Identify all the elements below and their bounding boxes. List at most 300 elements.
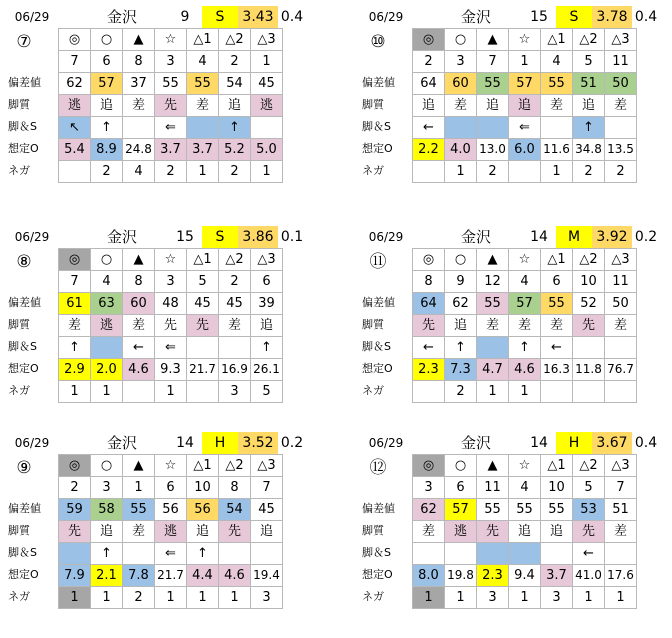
mark-cell: ▲ <box>477 455 509 477</box>
leg-s-cell: ↑ <box>59 337 91 359</box>
venue-name: 金沢 <box>106 434 137 452</box>
deviation-cell: 45 <box>251 73 283 95</box>
leg-s-cell <box>477 117 509 139</box>
running-style-cell: 追 <box>541 521 573 543</box>
expected-odds-cell: 3.7 <box>541 565 573 587</box>
running-style-cell: 差 <box>605 95 637 117</box>
horse-number-cell: 8 <box>219 477 251 499</box>
running-style-cell: 差 <box>219 315 251 337</box>
venue-name: 金沢 <box>106 228 137 246</box>
running-style-cell: 逃 <box>155 521 187 543</box>
horse-number-cell: 11 <box>477 477 509 499</box>
expected-odds-row <box>59 565 283 587</box>
row-label: ネガ <box>8 590 30 603</box>
running-style-cell: 追 <box>477 95 509 117</box>
expected-odds-cell: 13.5 <box>605 139 637 161</box>
running-style-cell: 先 <box>155 315 187 337</box>
running-style-cell: 差 <box>541 315 573 337</box>
running-style-row <box>413 315 637 337</box>
mark-cell: ▲ <box>123 455 155 477</box>
score-value: 3.78 <box>592 6 632 28</box>
horse-number-cell: 11 <box>605 271 637 293</box>
mark-cell: △2 <box>573 249 605 271</box>
row-label: 脚＆S <box>8 546 37 559</box>
leg-s-cell: ⇐ <box>155 543 187 565</box>
extra-value: 0.4 <box>634 435 658 451</box>
deviation-cell: 55 <box>541 293 573 315</box>
negative-cell <box>123 381 155 403</box>
horse-number-cell: 7 <box>251 477 283 499</box>
running-style-row <box>413 521 637 543</box>
horse-number-cell: 4 <box>509 477 541 499</box>
negative-cell: 2 <box>219 161 251 183</box>
negative-cell: 1 <box>155 381 187 403</box>
row-label: 偏差値 <box>8 502 41 515</box>
horse-number-cell: 9 <box>445 271 477 293</box>
running-style-cell: 差 <box>413 521 445 543</box>
deviation-cell: 52 <box>573 293 605 315</box>
race-number-label: ⑧ <box>16 252 32 272</box>
negative-cell: 2 <box>91 161 123 183</box>
row-label: 偏差値 <box>362 502 395 515</box>
deviation-cell: 51 <box>573 73 605 95</box>
leg-s-cell <box>251 117 283 139</box>
running-style-cell: 追 <box>445 315 477 337</box>
race-number-label: ⑫ <box>369 458 387 478</box>
deviation-cell: 57 <box>91 73 123 95</box>
deviation-cell: 53 <box>573 499 605 521</box>
mark-cell: ◎ <box>59 29 91 51</box>
leg-s-cell <box>413 543 445 565</box>
horse-number-cell: 6 <box>251 271 283 293</box>
mark-cell: ☆ <box>155 249 187 271</box>
row-label: ネガ <box>362 164 384 177</box>
negative-cell <box>509 161 541 183</box>
race-number-label: ⑪ <box>369 252 387 272</box>
running-style-cell: 先 <box>477 521 509 543</box>
race-date: 06/29 <box>368 436 404 450</box>
mark-row <box>413 249 637 271</box>
grade-badge: S <box>202 226 238 248</box>
deviation-cell: 56 <box>187 499 219 521</box>
leg-s-cell <box>445 117 477 139</box>
mark-cell: △3 <box>605 29 637 51</box>
mark-cell: △2 <box>219 249 251 271</box>
expected-odds-cell: 8.9 <box>91 139 123 161</box>
race-count: 15 <box>530 9 548 25</box>
mark-cell: ◎ <box>59 249 91 271</box>
deviation-cell: 64 <box>413 73 445 95</box>
running-style-cell: 逃 <box>91 315 123 337</box>
negative-cell: 1 <box>541 161 573 183</box>
expected-odds-cell: 7.9 <box>59 565 91 587</box>
expected-odds-cell: 76.7 <box>605 359 637 381</box>
expected-odds-cell: 2.3 <box>413 359 445 381</box>
leg-s-cell: ↑ <box>445 337 477 359</box>
negative-cell: 1 <box>59 587 91 609</box>
negative-cell: 1 <box>187 161 219 183</box>
running-style-cell: 追 <box>91 95 123 117</box>
deviation-cell: 56 <box>155 499 187 521</box>
leg-s-cell <box>123 117 155 139</box>
leg-s-cell: ↖ <box>59 117 91 139</box>
horse-number-cell: 2 <box>59 477 91 499</box>
running-style-cell: 逃 <box>59 95 91 117</box>
negative-cell: 1 <box>59 381 91 403</box>
mark-cell: ○ <box>445 29 477 51</box>
race-date: 06/29 <box>14 230 50 244</box>
grade-badge: H <box>556 432 592 454</box>
horse-number-cell: 7 <box>605 477 637 499</box>
leg-s-cell <box>219 337 251 359</box>
deviation-cell: 50 <box>605 73 637 95</box>
deviation-cell: 48 <box>155 293 187 315</box>
row-label: 脚＆S <box>8 120 37 133</box>
negative-cell: 5 <box>251 381 283 403</box>
expected-odds-cell: 2.0 <box>91 359 123 381</box>
race-number-label: ⑦ <box>16 32 32 52</box>
deviation-cell: 55 <box>477 73 509 95</box>
mark-cell: ◎ <box>59 455 91 477</box>
negative-row <box>413 161 637 183</box>
leg-s-cell <box>477 543 509 565</box>
grade-badge: M <box>556 226 592 248</box>
horse-number-cell: 1 <box>251 51 283 73</box>
expected-odds-cell: 24.8 <box>123 139 155 161</box>
horse-number-cell: 6 <box>541 271 573 293</box>
horse-number-row <box>59 477 283 499</box>
deviation-cell: 62 <box>445 293 477 315</box>
deviation-cell: 55 <box>477 293 509 315</box>
leg-s-row <box>59 543 283 565</box>
deviation-row <box>413 293 637 315</box>
horse-number-row <box>59 271 283 293</box>
expected-odds-row <box>413 139 637 161</box>
horse-number-cell: 2 <box>219 51 251 73</box>
running-style-cell: 差 <box>187 95 219 117</box>
running-style-cell: 追 <box>413 95 445 117</box>
mark-cell: ○ <box>445 455 477 477</box>
running-style-cell: 逃 <box>251 95 283 117</box>
leg-s-cell <box>59 543 91 565</box>
running-style-row <box>59 315 283 337</box>
horse-number-cell: 12 <box>477 271 509 293</box>
negative-cell: 1 <box>509 381 541 403</box>
running-style-cell: 追 <box>187 521 219 543</box>
deviation-row <box>59 293 283 315</box>
venue-name: 金沢 <box>106 8 137 26</box>
race-date: 06/29 <box>14 436 50 450</box>
expected-odds-cell: 4.0 <box>445 139 477 161</box>
leg-s-cell <box>541 117 573 139</box>
leg-s-cell <box>251 543 283 565</box>
race-panel-race10 <box>360 2 660 197</box>
expected-odds-cell: 2.2 <box>413 139 445 161</box>
horse-number-cell: 5 <box>187 271 219 293</box>
deviation-cell: 57 <box>445 499 477 521</box>
mark-cell: ◎ <box>413 249 445 271</box>
score-value: 3.52 <box>238 432 278 454</box>
negative-cell <box>605 381 637 403</box>
race-panel-race8 <box>6 222 306 417</box>
row-label: 想定O <box>362 142 393 155</box>
expected-odds-cell: 4.7 <box>477 359 509 381</box>
mark-cell: ○ <box>91 249 123 271</box>
row-label: ネガ <box>362 384 384 397</box>
running-style-cell: 差 <box>477 315 509 337</box>
negative-cell: 3 <box>477 587 509 609</box>
horse-number-row <box>59 51 283 73</box>
running-style-cell: 追 <box>573 95 605 117</box>
deviation-cell: 51 <box>605 499 637 521</box>
negative-cell <box>413 161 445 183</box>
deviation-cell: 55 <box>509 499 541 521</box>
horse-number-cell: 1 <box>509 51 541 73</box>
running-style-cell: 先 <box>59 521 91 543</box>
leg-s-cell: ↑ <box>251 337 283 359</box>
row-label: 偏差値 <box>362 76 395 89</box>
expected-odds-row <box>413 565 637 587</box>
leg-s-cell: ⇐ <box>155 117 187 139</box>
mark-cell: △1 <box>541 249 573 271</box>
running-style-cell: 差 <box>509 315 541 337</box>
mark-cell: ○ <box>91 29 123 51</box>
negative-cell: 1 <box>413 587 445 609</box>
row-label: 想定O <box>8 362 39 375</box>
deviation-cell: 62 <box>59 73 91 95</box>
race-panel-race9 <box>6 428 306 623</box>
running-style-cell: 先 <box>413 315 445 337</box>
mark-cell: △1 <box>187 29 219 51</box>
expected-odds-cell: 26.1 <box>251 359 283 381</box>
mark-cell: ☆ <box>509 249 541 271</box>
deviation-row <box>413 499 637 521</box>
negative-cell: 1 <box>251 161 283 183</box>
horse-number-cell: 3 <box>413 477 445 499</box>
grade-badge: S <box>556 6 592 28</box>
leg-s-cell <box>605 337 637 359</box>
row-label: ネガ <box>8 164 30 177</box>
horse-number-cell: 3 <box>155 271 187 293</box>
deviation-cell: 45 <box>251 499 283 521</box>
horse-number-cell: 7 <box>477 51 509 73</box>
mark-row <box>59 249 283 271</box>
leg-s-cell <box>477 337 509 359</box>
leg-s-row <box>59 337 283 359</box>
mark-cell: △3 <box>605 455 637 477</box>
race-number-label: ⑨ <box>16 458 32 478</box>
deviation-row <box>59 499 283 521</box>
row-label: 想定O <box>8 142 39 155</box>
horse-table <box>412 454 637 609</box>
race-date: 06/29 <box>368 10 404 24</box>
horse-number-cell: 10 <box>187 477 219 499</box>
deviation-cell: 58 <box>91 499 123 521</box>
row-label: 想定O <box>362 362 393 375</box>
row-label: 脚質 <box>8 524 30 537</box>
leg-s-cell <box>573 337 605 359</box>
deviation-cell: 55 <box>155 73 187 95</box>
horse-table <box>58 454 283 609</box>
mark-cell: △2 <box>219 455 251 477</box>
mark-cell: ○ <box>445 249 477 271</box>
horse-number-cell: 3 <box>155 51 187 73</box>
mark-cell: △2 <box>573 455 605 477</box>
deviation-cell: 60 <box>123 293 155 315</box>
deviation-cell: 57 <box>509 293 541 315</box>
leg-s-cell <box>187 337 219 359</box>
race-number-label: ⑩ <box>370 32 386 52</box>
running-style-cell: 追 <box>219 95 251 117</box>
negative-cell: 1 <box>187 587 219 609</box>
leg-s-cell <box>123 543 155 565</box>
horse-table <box>58 28 283 183</box>
running-style-cell: 差 <box>541 95 573 117</box>
expected-odds-row <box>59 359 283 381</box>
row-label: 脚質 <box>362 318 384 331</box>
leg-s-cell <box>605 543 637 565</box>
deviation-cell: 50 <box>605 293 637 315</box>
horse-number-cell: 2 <box>219 271 251 293</box>
expected-odds-cell: 6.0 <box>509 139 541 161</box>
race-count: 14 <box>176 435 194 451</box>
expected-odds-cell: 21.7 <box>187 359 219 381</box>
deviation-cell: 37 <box>123 73 155 95</box>
negative-cell: 2 <box>123 587 155 609</box>
race-header <box>360 432 660 454</box>
row-label: ネガ <box>362 590 384 603</box>
leg-s-row <box>59 117 283 139</box>
race-count: 15 <box>176 229 194 245</box>
running-style-row <box>59 95 283 117</box>
mark-row <box>413 455 637 477</box>
deviation-cell: 62 <box>413 499 445 521</box>
expected-odds-cell: 4.6 <box>509 359 541 381</box>
negative-cell: 1 <box>155 587 187 609</box>
venue-name: 金沢 <box>460 434 491 452</box>
leg-s-cell: ↑ <box>91 543 123 565</box>
row-label: 脚＆S <box>362 340 391 353</box>
negative-cell: 1 <box>605 587 637 609</box>
horse-number-cell: 1 <box>123 477 155 499</box>
negative-cell: 3 <box>219 381 251 403</box>
leg-s-cell: ↑ <box>187 543 219 565</box>
horse-number-cell: 6 <box>155 477 187 499</box>
leg-s-cell: ← <box>573 543 605 565</box>
grade-badge: S <box>202 6 238 28</box>
mark-cell: △3 <box>251 29 283 51</box>
deviation-cell: 54 <box>219 499 251 521</box>
mark-cell: ▲ <box>477 29 509 51</box>
expected-odds-cell: 13.0 <box>477 139 509 161</box>
deviation-cell: 45 <box>219 293 251 315</box>
negative-cell: 1 <box>573 587 605 609</box>
leg-s-cell: ↑ <box>91 117 123 139</box>
leg-s-cell <box>91 337 123 359</box>
horse-number-cell: 7 <box>59 271 91 293</box>
row-label: 偏差値 <box>8 76 41 89</box>
running-style-row <box>413 95 637 117</box>
extra-value: 0.2 <box>634 229 658 245</box>
mark-cell: ○ <box>91 455 123 477</box>
expected-odds-cell: 3.7 <box>187 139 219 161</box>
race-header <box>6 226 306 248</box>
negative-cell <box>187 381 219 403</box>
deviation-cell: 60 <box>445 73 477 95</box>
horse-number-cell: 3 <box>91 477 123 499</box>
horse-number-cell: 10 <box>541 477 573 499</box>
negative-row <box>59 587 283 609</box>
horse-number-cell: 3 <box>445 51 477 73</box>
running-style-cell: 先 <box>219 521 251 543</box>
row-label: 脚質 <box>362 524 384 537</box>
mark-cell: ☆ <box>509 455 541 477</box>
deviation-cell: 54 <box>219 73 251 95</box>
leg-s-cell <box>445 543 477 565</box>
mark-cell: △1 <box>187 455 219 477</box>
negative-cell: 1 <box>477 381 509 403</box>
running-style-cell: 差 <box>123 521 155 543</box>
horse-number-cell: 6 <box>91 51 123 73</box>
row-label: 偏差値 <box>8 296 41 309</box>
deviation-cell: 45 <box>187 293 219 315</box>
mark-row <box>59 455 283 477</box>
row-label: 脚質 <box>8 318 30 331</box>
leg-s-cell <box>509 543 541 565</box>
score-value: 3.92 <box>592 226 632 248</box>
mark-cell: △3 <box>251 249 283 271</box>
running-style-cell: 差 <box>123 315 155 337</box>
row-label: 想定O <box>362 568 393 581</box>
race-count: 14 <box>530 229 548 245</box>
expected-odds-cell: 19.4 <box>251 565 283 587</box>
horse-number-cell: 4 <box>91 271 123 293</box>
leg-s-cell: ← <box>413 337 445 359</box>
expected-odds-cell: 17.6 <box>605 565 637 587</box>
negative-cell: 2 <box>477 161 509 183</box>
running-style-cell: 差 <box>605 521 637 543</box>
leg-s-cell: ← <box>413 117 445 139</box>
deviation-cell: 55 <box>187 73 219 95</box>
horse-table <box>412 248 637 403</box>
running-style-cell: 差 <box>123 95 155 117</box>
leg-s-cell: ↑ <box>573 117 605 139</box>
expected-odds-cell: 9.4 <box>509 565 541 587</box>
expected-odds-cell: 16.9 <box>219 359 251 381</box>
row-label: 脚＆S <box>362 546 391 559</box>
expected-odds-cell: 8.0 <box>413 565 445 587</box>
expected-odds-cell: 4.6 <box>219 565 251 587</box>
mark-cell: △1 <box>541 455 573 477</box>
row-label: ネガ <box>8 384 30 397</box>
expected-odds-cell: 41.0 <box>573 565 605 587</box>
negative-row <box>59 381 283 403</box>
negative-cell <box>573 381 605 403</box>
horse-number-cell: 8 <box>413 271 445 293</box>
race-date: 06/29 <box>14 10 50 24</box>
mark-cell: ☆ <box>509 29 541 51</box>
negative-cell: 2 <box>573 161 605 183</box>
negative-cell: 1 <box>445 587 477 609</box>
mark-cell: △2 <box>219 29 251 51</box>
horse-number-cell: 4 <box>187 51 219 73</box>
deviation-cell: 61 <box>59 293 91 315</box>
race-count: 9 <box>180 9 190 25</box>
negative-cell: 2 <box>445 381 477 403</box>
race-header <box>6 6 306 28</box>
leg-s-cell: ⇐ <box>509 117 541 139</box>
negative-cell <box>413 381 445 403</box>
